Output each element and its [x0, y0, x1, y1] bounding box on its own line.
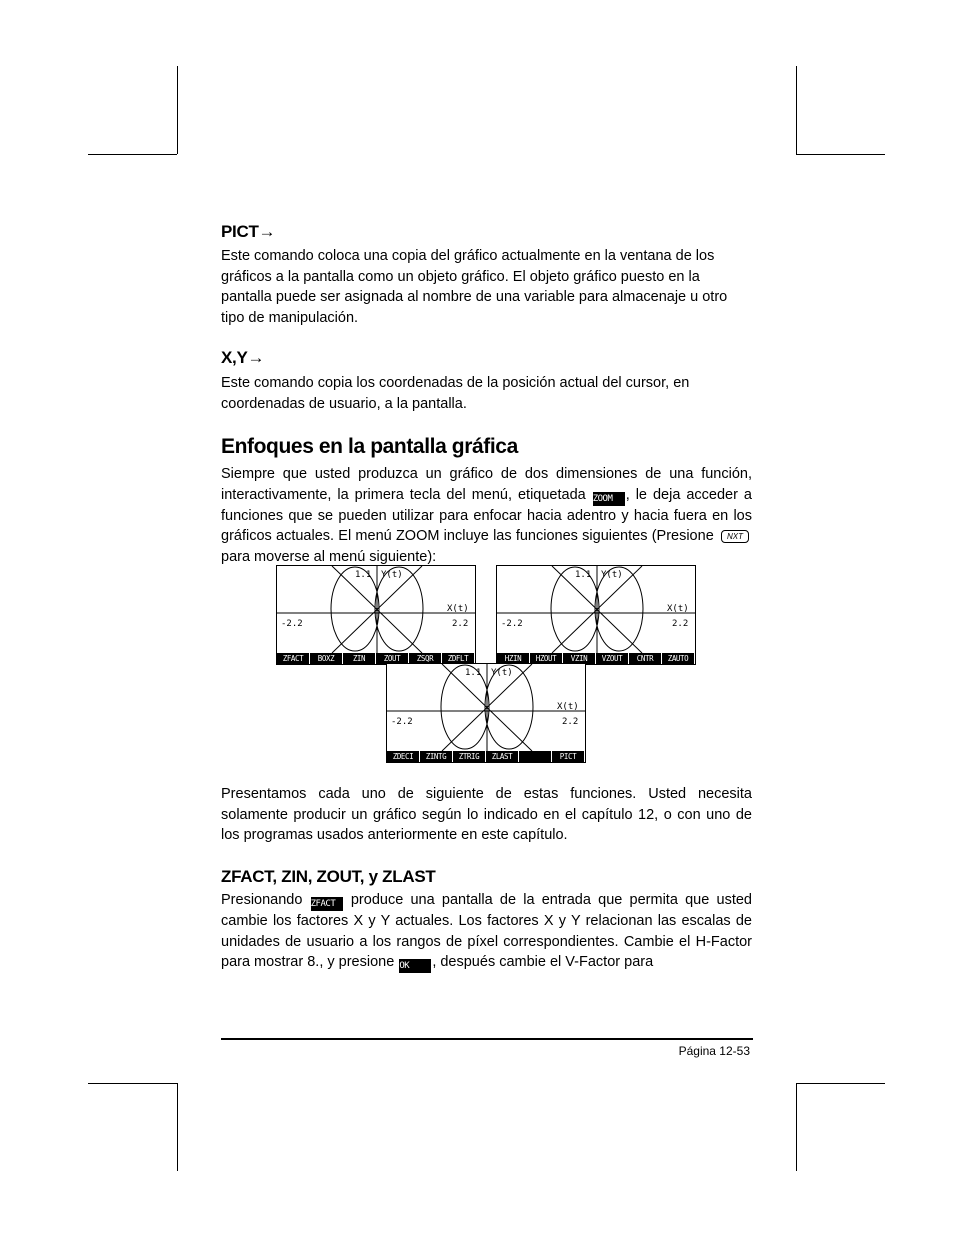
softkey-blank: [519, 751, 551, 762]
plot-graph-1: [277, 566, 475, 653]
crop-mark-top-left-v: [177, 66, 178, 154]
xt-label: X(t): [557, 702, 579, 712]
xt-label: X(t): [447, 604, 469, 614]
xy-description: Este comando copia los coordenadas de la posición actual del cursor, en coordenadas de usuario, a la pantalla.: [221, 375, 690, 412]
softkey-ztrig[interactable]: ZTRIG: [453, 751, 485, 762]
zoom-intro-paragraph: [221, 464, 752, 568]
zfact-text-a: Presionando: [221, 892, 310, 908]
softkey-vzout[interactable]: VZOUT: [596, 653, 628, 664]
zfact-text-c: , después cambie el V-Factor para: [432, 954, 654, 971]
crop-mark-top-right-h: [796, 154, 885, 155]
xmin-label: -2.2: [281, 619, 303, 629]
ymax-label: 1.1: [575, 570, 592, 580]
softkey-zlast[interactable]: ZLAST: [486, 751, 518, 762]
crop-mark-bottom-right-h: [796, 1083, 885, 1084]
crop-mark-bottom-left-v: [177, 1083, 178, 1171]
crop-mark-top-left-h: [88, 154, 177, 155]
zoom-intro-text-b: , le deja acceder a funciones que se pueden utilizar para enfocar hacia adentro y hacia fuera en los gráficos actuales. El menú ZOOM incluye las funciones siguientes (Presione: [221, 486, 752, 545]
heading-zfact: ZFACT, ZIN, ZOUT, y ZLAST: [221, 867, 436, 886]
softkey-zdflt[interactable]: ZDFLT: [442, 653, 474, 664]
xmax-label: 2.2: [452, 619, 469, 629]
softkey-zfact[interactable]: ZFACT: [277, 653, 309, 664]
zfact-softkey-icon: ZFACT: [311, 897, 343, 911]
ymax-label: 1.1: [465, 668, 482, 678]
softkey-menu-3: [387, 751, 585, 762]
softkey-cntr[interactable]: CNTR: [629, 653, 661, 664]
softkey-pict[interactable]: PICT: [552, 751, 584, 762]
zfact-text-b: produce una pantalla de la entrada que permita que usted cambie los factores X y Y actuales. Los factores X y Y relacionan las escalas de unidades de usuario a los rangos de píxel correspondientes. Cambie el H-Factor para mostrar 8., y presione: [221, 892, 752, 971]
crop-mark-bottom-right-v: [796, 1083, 797, 1171]
plot-graph-3: [387, 664, 585, 751]
calculator-screen-1: [276, 565, 476, 665]
plot-graph-2: [497, 566, 695, 653]
softkey-zout[interactable]: ZOUT: [376, 653, 408, 664]
xmax-label: 2.2: [562, 717, 579, 727]
zoom-intro-text-c: para moverse al menú siguiente):: [221, 549, 437, 566]
ymax-label: 1.1: [355, 570, 372, 580]
xmin-label: -2.2: [391, 717, 413, 727]
calculator-screen-3: [386, 663, 586, 763]
crop-mark-bottom-left-h: [88, 1083, 177, 1084]
yt-label: Y(t): [491, 668, 513, 678]
page-number: Página 12-53: [678, 1044, 750, 1058]
footer-rule: [221, 1038, 753, 1040]
calculator-screen-2: [496, 565, 696, 665]
softkey-zsqr[interactable]: ZSQR: [409, 653, 441, 664]
softkey-hzout[interactable]: HZOUT: [530, 653, 562, 664]
softkey-boxz[interactable]: BOXZ: [310, 653, 342, 664]
nxt-key-icon: NXT: [721, 530, 749, 543]
softkey-zauto[interactable]: ZAUTO: [662, 653, 694, 664]
softkey-vzin[interactable]: VZIN: [563, 653, 595, 664]
heading-xy: X,Y→: [221, 348, 265, 367]
heading-zoom-section: Enfoques en la pantalla gráfica: [221, 435, 518, 458]
xmax-label: 2.2: [672, 619, 689, 629]
xmin-label: -2.2: [501, 619, 523, 629]
crop-mark-top-right-v: [796, 66, 797, 154]
yt-label: Y(t): [381, 570, 403, 580]
zoom-intro-text-a: Siempre que usted produzca un gráfico de dos dimensiones de una función, interactivamente, la primera tecla del menú, etiquetada: [221, 466, 752, 503]
softkey-zintg[interactable]: ZINTG: [420, 751, 452, 762]
xt-label: X(t): [667, 604, 689, 614]
zoom-softkey-icon: ZOOM: [593, 492, 625, 506]
yt-label: Y(t): [601, 570, 623, 580]
ok-softkey-icon: OK: [399, 959, 431, 973]
zfact-paragraph: [221, 890, 752, 973]
functions-intro-paragraph: Presentamos cada uno de siguiente de estas funciones. Usted necesita solamente producir un gráfico según lo indicado en el capítulo 12, o con uno de los programas usados anteriormente en este capítulo.: [221, 786, 752, 844]
heading-pict: PICT→: [221, 222, 276, 241]
softkey-zdeci[interactable]: ZDECI: [387, 751, 419, 762]
softkey-zin[interactable]: ZIN: [343, 653, 375, 664]
pict-description: Este comando coloca una copia del gráfico actualmente en la ventana de los gráficos a la pantalla como un objeto gráfico. El objeto gráfico puesto en la pantalla puede ser asignada al nombre de una variable para almacenaje u otro tipo de manipulación.: [221, 248, 728, 327]
softkey-hzin[interactable]: HZIN: [497, 653, 529, 664]
